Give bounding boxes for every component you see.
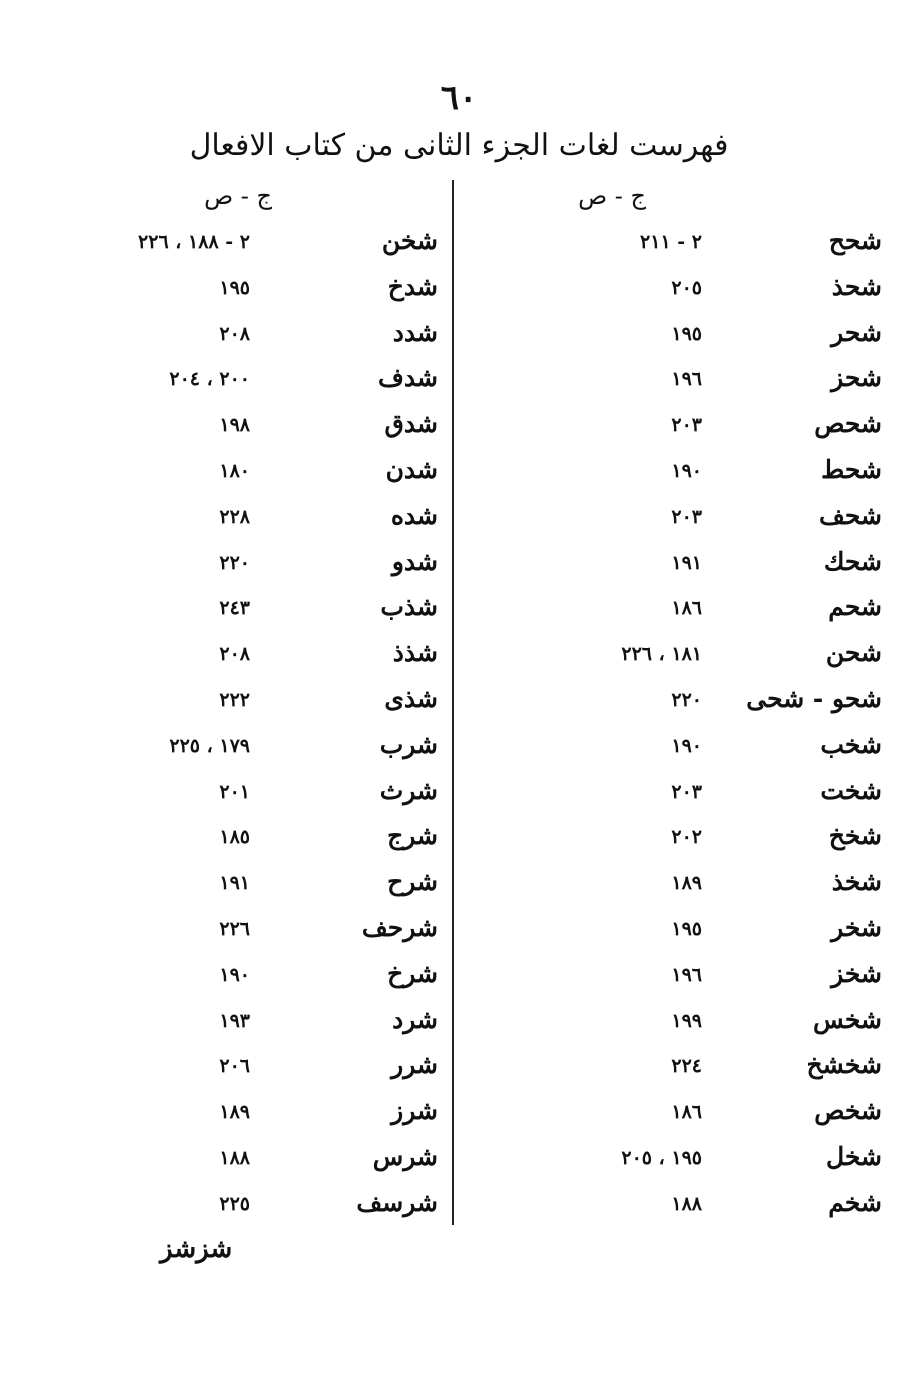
entry-word: شخص [814, 1096, 882, 1126]
entry-word: شدق [384, 409, 438, 439]
index-entry [20, 222, 440, 268]
index-entry [20, 863, 440, 909]
index-entry [462, 314, 882, 360]
entry-pages: ٢٠٨ [219, 322, 250, 345]
index-entry [462, 726, 882, 772]
entry-word: شحم [828, 592, 882, 622]
entry-word: شحف [819, 500, 882, 530]
entry-word: شده [390, 500, 438, 530]
entry-word: شدف [378, 363, 438, 393]
entry-pages: ١٨٨ [219, 1146, 250, 1169]
index-entry [20, 405, 440, 451]
entry-pages: ١٩١ [219, 872, 250, 895]
entry-word: شحذ [831, 271, 882, 301]
entry-pages: ١٨٨ [671, 1192, 702, 1215]
index-entry [462, 863, 882, 909]
index-entry [462, 955, 882, 1001]
index-entry [462, 772, 882, 818]
entry-word: شرث [379, 775, 438, 805]
page-number: ٦٠ [440, 78, 478, 118]
index-entry [20, 543, 440, 589]
index-entry [462, 543, 882, 589]
entry-pages: ٢٠٨ [219, 643, 250, 666]
index-entry [20, 772, 440, 818]
entry-word: شخت [820, 775, 882, 805]
index-entry [20, 588, 440, 634]
entry-pages: ٢٠٠ ، ٢٠٤ [169, 368, 250, 391]
index-entry [462, 222, 882, 268]
entry-pages: ١٨٠ [219, 459, 250, 482]
entry-pages: ٢٢٦ [219, 917, 250, 940]
entry-word: شدد [392, 317, 438, 347]
entry-pages: ٢٢٠ [671, 688, 702, 711]
entry-pages: ٢٠٣ [671, 780, 702, 803]
entry-word: شخب [820, 729, 882, 759]
entry-pages: ٢ - ١٨٨ ، ٢٢٦ [138, 231, 250, 253]
entry-pages: ٢٠٣ [671, 505, 702, 528]
index-entry [20, 909, 440, 955]
entry-word: شخذ [831, 867, 882, 897]
entry-pages: ١٩٥ [219, 276, 250, 299]
index-entry [462, 405, 882, 451]
right-column-header: ج - ص [578, 182, 646, 210]
column-divider [452, 180, 454, 1225]
entry-word: شحز [831, 363, 882, 393]
index-entry [462, 1001, 882, 1047]
index-entry [462, 634, 882, 680]
entry-word: شخن [381, 226, 438, 255]
entry-pages: ١٨٦ [671, 597, 702, 620]
index-entry [20, 497, 440, 543]
index-entry [462, 680, 882, 726]
entry-pages: ١٩١ [671, 551, 702, 574]
entry-word: شرسف [356, 1187, 438, 1217]
entry-word: شذذ [392, 638, 438, 668]
entry-word: شرخ [387, 958, 438, 988]
entry-word: شحو - شحى [746, 683, 882, 713]
entry-pages: ١٩٦ [671, 368, 702, 391]
entry-pages: ٢٠١ [219, 780, 250, 803]
entry-word: شرس [372, 1141, 438, 1171]
index-entry [20, 955, 440, 1001]
entry-pages: ٢٢٢ [219, 688, 250, 711]
entry-pages: ١٩٥ [671, 917, 702, 940]
index-entry [20, 1001, 440, 1047]
index-entry [462, 1046, 882, 1092]
entry-pages: ٢٢٠ [219, 551, 250, 574]
index-entry [20, 634, 440, 680]
right-column [462, 222, 882, 1230]
entry-pages: ٢٠٢ [671, 826, 702, 849]
entry-pages: ١٩٥ [671, 322, 702, 345]
index-entry [462, 817, 882, 863]
index-entry [20, 268, 440, 314]
entry-word: شرد [392, 1004, 438, 1034]
entry-pages: ٢ - ٢١١ [640, 231, 702, 253]
entry-pages: ٢٠٥ [671, 276, 702, 299]
entry-word: شخر [831, 912, 882, 942]
entry-word: شحر [831, 317, 882, 347]
entry-word: شرز [391, 1096, 438, 1126]
entry-pages: ٢٢٤ [671, 1055, 702, 1078]
entry-word: شدو [391, 546, 438, 576]
entry-pages: ١٨٩ [219, 1101, 250, 1124]
entry-pages: ١٩٣ [219, 1009, 250, 1032]
index-entry [20, 1092, 440, 1138]
entry-word: شرحف [361, 912, 438, 942]
entry-pages: ١٧٩ ، ٢٢٥ [169, 734, 250, 757]
entry-word: شرح [387, 867, 438, 897]
index-entry [462, 1092, 882, 1138]
entry-pages: ١٩٨ [219, 414, 250, 437]
entry-pages: ٢٠٣ [671, 414, 702, 437]
entry-word: شحط [821, 454, 882, 484]
page-title: فهرست لغات الجزء الثانى من كتاب الافعال [189, 128, 729, 163]
entry-pages: ١٨٦ [671, 1101, 702, 1124]
left-column-header: ج - ص [204, 182, 272, 210]
entry-word: شرب [379, 729, 438, 759]
entry-pages: ١٩٠ [671, 459, 702, 482]
index-entry [20, 314, 440, 360]
entry-word: شدن [385, 454, 438, 484]
entry-pages: ٢٠٦ [219, 1055, 250, 1078]
entry-word: شخز [831, 958, 882, 988]
entry-pages: ١٩٦ [671, 963, 702, 986]
index-entry [462, 497, 882, 543]
entry-word: شحص [814, 409, 882, 439]
entry-word: شخل [825, 1141, 882, 1171]
entry-word: شرج [387, 821, 438, 851]
entry-word: شخس [813, 1004, 882, 1034]
index-entry [462, 1138, 882, 1184]
index-entry [20, 359, 440, 405]
entry-word: شدخ [387, 271, 438, 301]
entry-pages: ٢٤٣ [219, 597, 250, 620]
entry-pages: ١٨٥ [219, 826, 250, 849]
index-entry [462, 1184, 882, 1230]
entry-word: شخخ [828, 821, 882, 851]
footer-catchword: شزشز [160, 1234, 233, 1264]
entry-pages: ٢٢٥ [219, 1192, 250, 1215]
entry-pages: ١٩٥ ، ٢٠٥ [621, 1146, 702, 1169]
index-entry [20, 817, 440, 863]
entry-word: شحن [825, 638, 882, 668]
entry-pages: ١٩٩ [671, 1009, 702, 1032]
entry-word: شرر [391, 1050, 438, 1080]
index-entry [462, 268, 882, 314]
index-entry [462, 359, 882, 405]
entry-word: شحك [823, 546, 882, 576]
index-entry [20, 1046, 440, 1092]
index-entry [20, 726, 440, 772]
entry-word: شذب [380, 592, 438, 622]
index-entry [462, 451, 882, 497]
entry-word: شحح [828, 226, 882, 255]
index-entry [20, 680, 440, 726]
index-entry [462, 588, 882, 634]
entry-word: شذى [384, 683, 438, 713]
index-entry [20, 1184, 440, 1230]
entry-pages: ١٨٩ [671, 872, 702, 895]
entry-pages: ١٨١ ، ٢٢٦ [621, 643, 702, 666]
entry-word: شخم [828, 1187, 882, 1217]
entry-pages: ٢٢٨ [219, 505, 250, 528]
entry-word: شخشخ [806, 1050, 882, 1080]
entry-pages: ١٩٠ [219, 963, 250, 986]
index-entry [20, 1138, 440, 1184]
index-entry [20, 451, 440, 497]
left-column [20, 222, 440, 1230]
index-entry [462, 909, 882, 955]
entry-pages: ١٩٠ [671, 734, 702, 757]
